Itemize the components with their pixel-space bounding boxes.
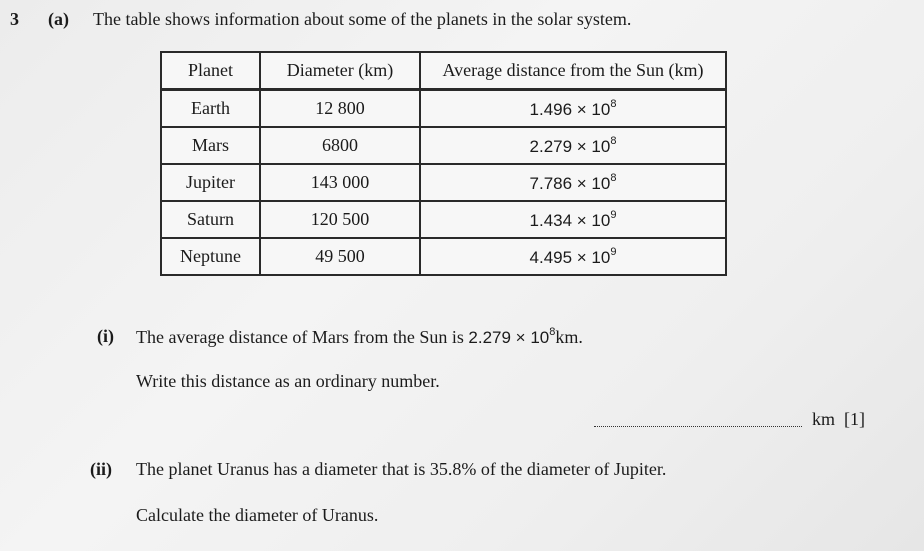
cell-distance [420,164,726,201]
planets-table [160,51,727,276]
distance-mantissa: 1.496 × 10 [529,99,611,119]
header-distance: Average distance from the Sun (km) [420,52,726,90]
cell-planet: Jupiter [161,164,260,201]
distance-exponent: 9 [610,245,617,258]
expr-mantissa: 2.279 × 10 [468,328,550,347]
header-diameter: Diameter (km) [260,52,420,90]
question-intro-text: The table shows information about some of the planets in the solar system. [93,9,632,29]
part-i-text: The average distance of Mars from the Sun is [136,327,469,347]
part-i-label: (i) [97,326,114,346]
answer-unit-i: km [1] [812,409,865,429]
distance-exponent: 8 [610,134,617,147]
table-header-row [161,52,726,90]
part-ii-label: (ii) [90,459,112,479]
distance-exponent: 9 [610,208,617,221]
question-number: 3 [10,9,19,29]
part-i-question-text [136,326,583,348]
cell-planet: Mars [161,127,260,164]
table-row [161,90,726,128]
answer-line-i[interactable] [594,426,802,427]
cell-diameter: 143 000 [260,164,420,201]
distance-exponent: 8 [610,97,617,110]
part-ii-question-text: The planet Uranus has a diameter that is 35.8% of the diameter of Jupiter. [136,459,667,479]
cell-distance [420,201,726,238]
expr-unit: km. [555,327,583,347]
table-row [161,201,726,238]
cell-distance [420,90,726,128]
cell-diameter: 120 500 [260,201,420,238]
question-part-label: (a) [48,9,69,29]
cell-planet: Earth [161,90,260,128]
cell-distance [420,127,726,164]
distance-exponent: 8 [610,171,617,184]
cell-planet: Saturn [161,201,260,238]
cell-diameter: 12 800 [260,90,420,128]
part-i-instruction: Write this distance as an ordinary number. [136,371,440,391]
cell-planet: Neptune [161,238,260,275]
distance-mantissa: 4.495 × 10 [529,247,611,267]
expr-exponent: 8 [549,326,556,338]
distance-mantissa: 7.786 × 10 [529,173,611,193]
cell-distance [420,238,726,275]
cell-diameter: 6800 [260,127,420,164]
distance-mantissa: 1.434 × 10 [529,210,611,230]
part-ii-instruction: Calculate the diameter of Uranus. [136,505,379,525]
header-planet: Planet [161,52,260,90]
table-row [161,127,726,164]
distance-mantissa: 2.279 × 10 [529,136,611,156]
table-row [161,164,726,201]
table-row [161,238,726,275]
mars-distance-expression [468,328,555,347]
cell-diameter: 49 500 [260,238,420,275]
